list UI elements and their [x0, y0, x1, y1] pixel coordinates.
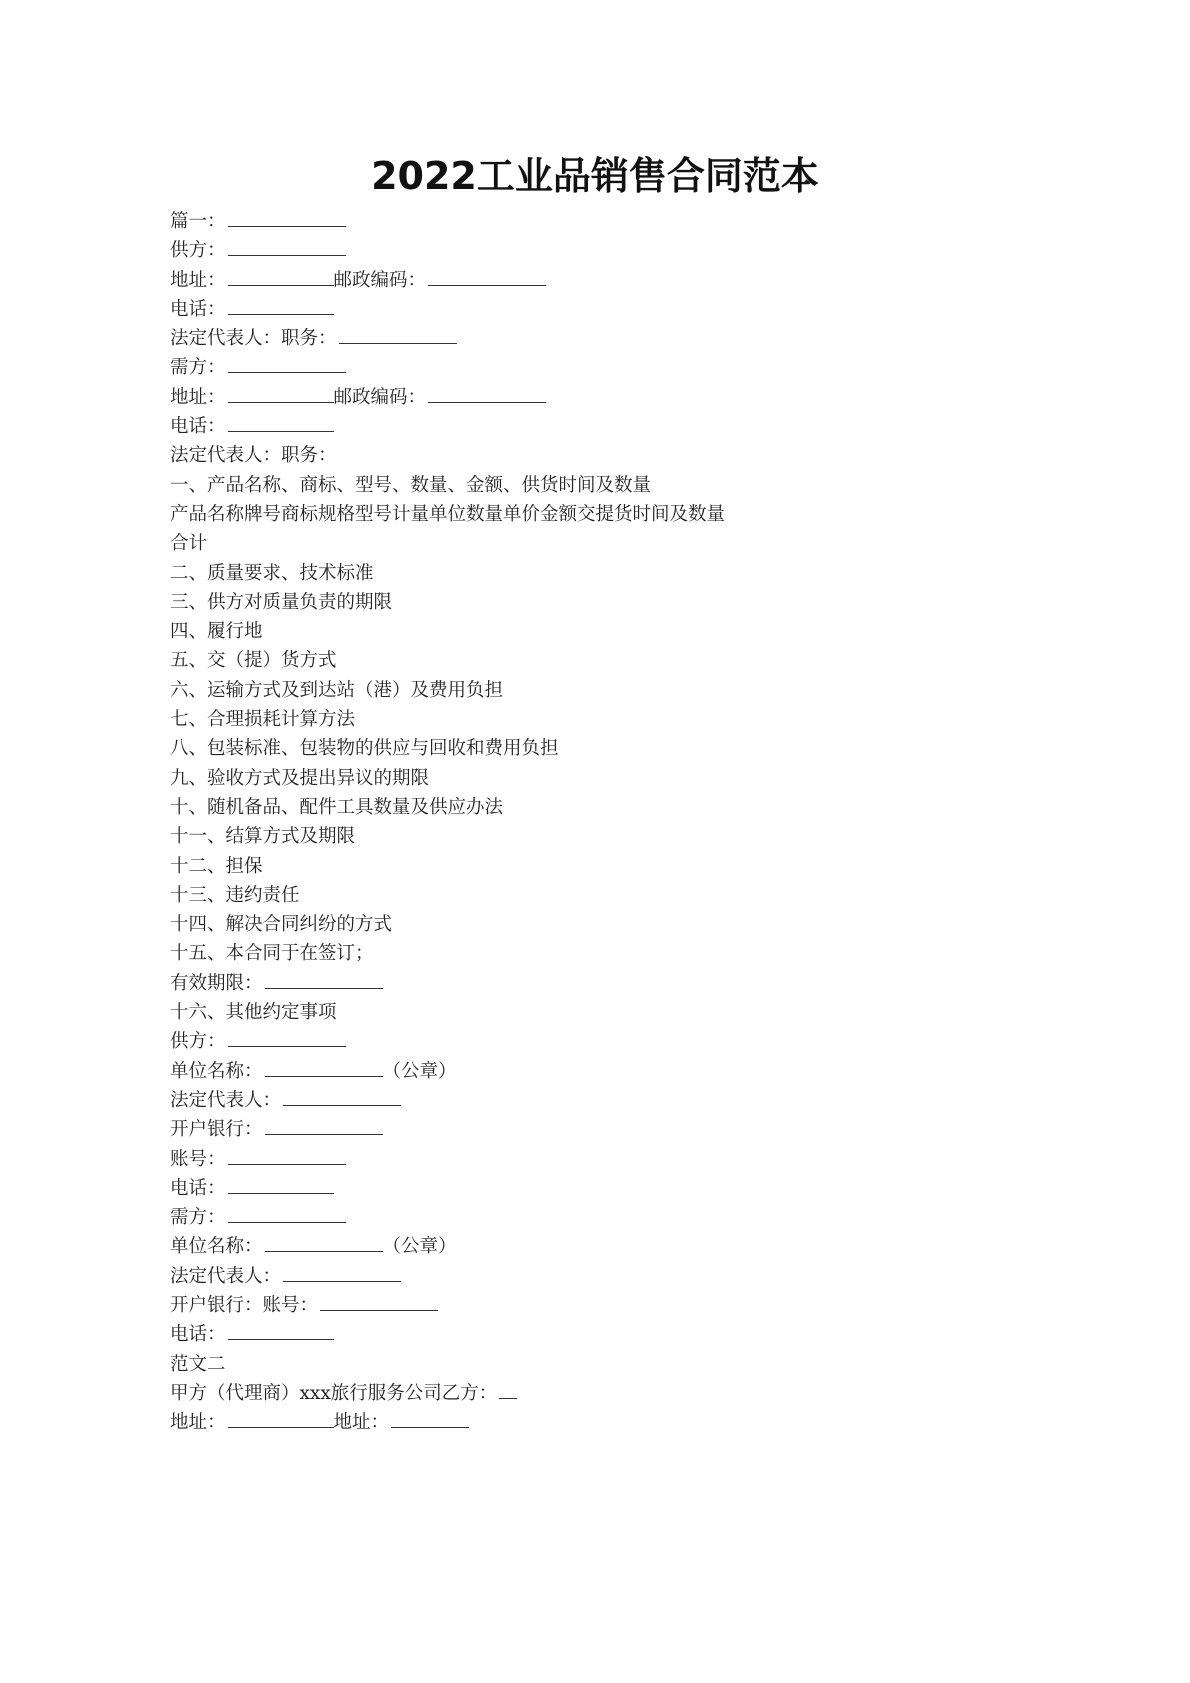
line-label: 账号：	[170, 1148, 226, 1170]
document-line	[170, 1174, 1030, 1203]
line-label-secondary: 邮政编码：	[333, 269, 427, 291]
line-label: 篇一：	[170, 211, 226, 232]
document-line	[170, 588, 1030, 617]
line-label: 六、运输方式及到达站（港）及费用负担	[170, 679, 504, 701]
line-label: 五、交（提）货方式	[170, 650, 337, 672]
line-label: 地址：	[170, 1412, 226, 1434]
document-line	[170, 1320, 1030, 1349]
document-line	[170, 236, 1030, 265]
line-label: 七、合理损耗计算方法	[170, 709, 356, 731]
line-label: 十、随机备品、配件工具数量及供应办法	[170, 796, 504, 818]
line-label: 地址：	[170, 386, 226, 408]
line-label: 需方：	[170, 1207, 226, 1229]
fill-in-blank	[228, 237, 346, 256]
line-label: 开户银行：账号：	[170, 1294, 319, 1316]
fill-in-blank	[228, 354, 346, 373]
fill-in-blank	[228, 1028, 346, 1047]
document-line	[170, 1057, 1030, 1086]
document-line	[170, 969, 1030, 998]
line-label: 供方：	[170, 240, 226, 262]
document-line	[170, 1350, 1030, 1379]
line-label: 电话：	[170, 416, 226, 438]
document-line	[170, 529, 1030, 558]
line-label: 十六、其他约定事项	[170, 1002, 337, 1024]
document-line	[170, 500, 1030, 529]
fill-in-blank	[428, 384, 546, 403]
line-label: 电话：	[170, 1177, 226, 1199]
line-label: 供方：	[170, 1031, 226, 1053]
line-label: 产品名称牌号商标规格型号计量单位数量单价金额交提货时间及数量	[170, 503, 726, 525]
line-label: 合计	[170, 533, 208, 555]
document-line	[170, 1291, 1030, 1320]
line-label: 单位名称：	[170, 1236, 263, 1258]
line-label: 十三、违约责任	[170, 884, 300, 906]
fill-in-blank	[265, 1233, 383, 1252]
line-label: 十一、结算方式及期限	[170, 826, 356, 848]
document-line	[170, 441, 1030, 470]
line-label: 十四、解决合同纠纷的方式	[170, 914, 393, 936]
line-label: 十二、担保	[170, 855, 263, 877]
fill-in-blank	[228, 267, 334, 286]
line-label-secondary: 邮政编码：	[333, 386, 427, 408]
fill-in-blank	[339, 325, 457, 344]
line-label: 甲方（代理商）xxx旅行服务公司乙方：	[170, 1382, 498, 1404]
document-line	[170, 1086, 1030, 1115]
fill-in-blank	[320, 1292, 438, 1311]
line-label: 需方：	[170, 357, 226, 379]
line-label: 法定代表人：职务：	[170, 445, 337, 467]
fill-in-blank	[228, 384, 334, 403]
document-line	[170, 734, 1030, 763]
document-line	[170, 852, 1030, 881]
line-label: 电话：	[170, 298, 226, 320]
fill-in-blank	[265, 1116, 383, 1135]
document-line	[170, 1203, 1030, 1232]
fill-in-blank	[228, 296, 334, 315]
document-line	[170, 1408, 1030, 1437]
document-title: 2022工业品销售合同范本	[371, 154, 819, 198]
document-line	[170, 646, 1030, 675]
fill-in-blank	[228, 413, 334, 432]
document-body	[170, 207, 1030, 1437]
line-label-secondary: （公章）	[382, 1236, 457, 1258]
document-line	[170, 471, 1030, 500]
document-line	[170, 617, 1030, 646]
fill-in-blank	[228, 1146, 346, 1165]
document-line	[170, 1262, 1030, 1291]
document-line	[170, 353, 1030, 382]
line-label: 单位名称：	[170, 1060, 263, 1082]
document-line	[170, 1379, 1030, 1408]
document-line	[170, 324, 1030, 353]
fill-in-blank	[228, 1321, 334, 1340]
document-line	[170, 881, 1030, 910]
document-line	[170, 412, 1030, 441]
line-label: 九、验收方式及提出异议的期限	[170, 767, 430, 789]
fill-in-blank	[228, 1409, 334, 1428]
document-line	[170, 207, 1030, 236]
fill-in-blank	[391, 1409, 469, 1428]
line-label: 法定代表人：	[170, 1265, 282, 1287]
line-label: 地址：	[170, 269, 226, 291]
line-label: 法定代表人：职务：	[170, 328, 337, 350]
document-line	[170, 910, 1030, 939]
line-label: 范文二	[170, 1353, 226, 1375]
document-line	[170, 764, 1030, 793]
document-line	[170, 295, 1030, 324]
document-line	[170, 266, 1030, 295]
fill-in-blank	[228, 1204, 346, 1223]
line-label: 一、产品名称、商标、型号、数量、金额、供货时间及数量	[170, 474, 652, 496]
document-line	[170, 1027, 1030, 1056]
fill-in-blank	[228, 1175, 334, 1194]
document-line	[170, 793, 1030, 822]
document-line	[170, 939, 1030, 968]
fill-in-blank	[265, 1058, 383, 1077]
fill-in-blank	[265, 970, 383, 989]
document-line	[170, 822, 1030, 851]
line-label: 法定代表人：	[170, 1089, 282, 1111]
document-line	[170, 559, 1030, 588]
document-line	[170, 1232, 1030, 1261]
line-label-secondary: （公章）	[382, 1060, 457, 1082]
fill-in-blank	[499, 1380, 517, 1399]
line-label: 四、履行地	[170, 621, 263, 643]
document-line	[170, 676, 1030, 705]
fill-in-blank	[283, 1087, 401, 1106]
document-line	[170, 383, 1030, 412]
line-label: 开户银行：	[170, 1119, 263, 1141]
document-line	[170, 705, 1030, 734]
line-label-secondary: 地址：	[333, 1412, 390, 1434]
document-line	[170, 1115, 1030, 1144]
line-label: 有效期限：	[170, 972, 263, 994]
fill-in-blank	[283, 1263, 401, 1282]
line-label: 八、包装标准、包装物的供应与回收和费用负担	[170, 738, 559, 760]
fill-in-blank	[428, 267, 546, 286]
document-line	[170, 998, 1030, 1027]
line-label: 二、质量要求、技术标准	[170, 562, 374, 584]
line-label: 三、供方对质量负责的期限	[170, 591, 393, 613]
document-line	[170, 1145, 1030, 1174]
line-label: 十五、本合同于在签订；	[170, 943, 374, 965]
line-label: 电话：	[170, 1324, 226, 1346]
fill-in-blank	[228, 208, 346, 227]
